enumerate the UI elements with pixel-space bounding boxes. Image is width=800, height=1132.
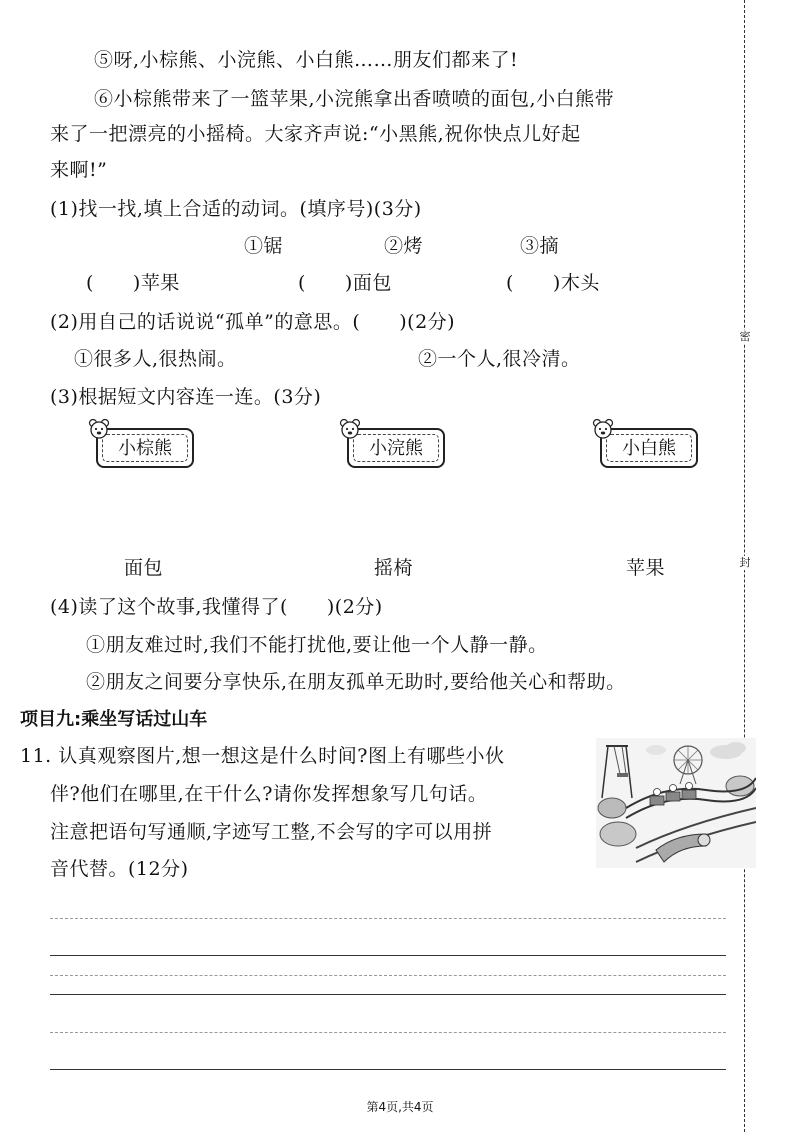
character-box-raccoon[interactable] bbox=[347, 428, 445, 468]
section-heading: 项目九:乘坐写话过山车 bbox=[20, 709, 208, 730]
question-1-option-3: ③摘 bbox=[520, 235, 560, 257]
question-1-blank-wood[interactable]: ( )木头 bbox=[506, 272, 600, 294]
bear-icon bbox=[339, 418, 361, 440]
question-2-option-2: ②一个人,很冷清。 bbox=[418, 348, 581, 370]
question-1-blank-apple[interactable]: ( )苹果 bbox=[86, 272, 180, 294]
question-4-option-1: ①朋友难过时,我们不能打扰他,要让他一个人静一静。 bbox=[86, 634, 548, 656]
match-item-rocking-chair[interactable]: 摇椅 bbox=[374, 557, 414, 579]
page-number: 第4页,共4页 bbox=[366, 1100, 434, 1114]
binding-char-feng: 封 bbox=[739, 556, 751, 569]
question-1-option-1: ①锯 bbox=[244, 235, 284, 257]
question-11-line-2: 伴?他们在哪里,在干什么?请你发挥想象写几句话。 bbox=[50, 783, 488, 805]
writing-line-1[interactable] bbox=[50, 955, 726, 956]
question-1-prompt: (1)找一找,填上合适的动词。(填序号)(3分) bbox=[50, 198, 422, 220]
match-item-apple[interactable]: 苹果 bbox=[626, 557, 666, 579]
story-paragraph-6-line-1: ⑥小棕熊带来了一篮苹果,小浣熊拿出香喷喷的面包,小白熊带 bbox=[94, 88, 615, 110]
question-11-line-3: 注意把语句写通顺,字迹写工整,不会写的字可以用拼 bbox=[50, 821, 493, 843]
question-2-option-1: ①很多人,很热闹。 bbox=[74, 348, 237, 370]
bear-icon bbox=[88, 418, 110, 440]
character-box-brown-bear[interactable] bbox=[96, 428, 194, 468]
question-4-option-2: ②朋友之间要分享快乐,在朋友孤单无助时,要给他关心和帮助。 bbox=[86, 671, 626, 693]
character-label-brown-bear: 小棕熊 bbox=[118, 438, 172, 459]
binding-char-mi: 密 bbox=[739, 330, 751, 343]
writing-line-guide-1 bbox=[50, 918, 726, 919]
bear-icon bbox=[592, 418, 614, 440]
writing-line-guide-3 bbox=[50, 1032, 726, 1033]
amusement-park-illustration bbox=[596, 738, 756, 868]
writing-line-2[interactable] bbox=[50, 994, 726, 995]
question-3-prompt: (3)根据短文内容连一连。(3分) bbox=[50, 386, 322, 408]
question-11-line-4: 音代替。(12分) bbox=[50, 858, 189, 880]
character-label-white-bear: 小白熊 bbox=[622, 438, 676, 459]
question-2-prompt: (2)用自己的话说说“孤单”的意思。( )(2分) bbox=[50, 311, 456, 333]
story-paragraph-6-line-2: 来了一把漂亮的小摇椅。大家齐声说:“小黑熊,祝你快点儿好起 bbox=[50, 123, 581, 145]
character-box-white-bear[interactable] bbox=[600, 428, 698, 468]
match-item-bread[interactable]: 面包 bbox=[124, 557, 164, 579]
question-1-blank-bread[interactable]: ( )面包 bbox=[298, 272, 392, 294]
character-label-raccoon: 小浣熊 bbox=[369, 438, 423, 459]
story-paragraph-6-line-3: 来啊!” bbox=[50, 159, 108, 181]
question-4-prompt: (4)读了这个故事,我懂得了( )(2分) bbox=[50, 596, 383, 618]
story-paragraph-5: ⑤呀,小棕熊、小浣熊、小白熊……朋友们都来了! bbox=[94, 49, 519, 71]
writing-line-3[interactable] bbox=[50, 1069, 726, 1070]
question-11-line-1: 11. 认真观察图片,想一想这是什么时间?图上有哪些小伙 bbox=[20, 745, 505, 767]
writing-line-guide-2 bbox=[50, 975, 726, 976]
question-1-option-2: ②烤 bbox=[384, 235, 424, 257]
